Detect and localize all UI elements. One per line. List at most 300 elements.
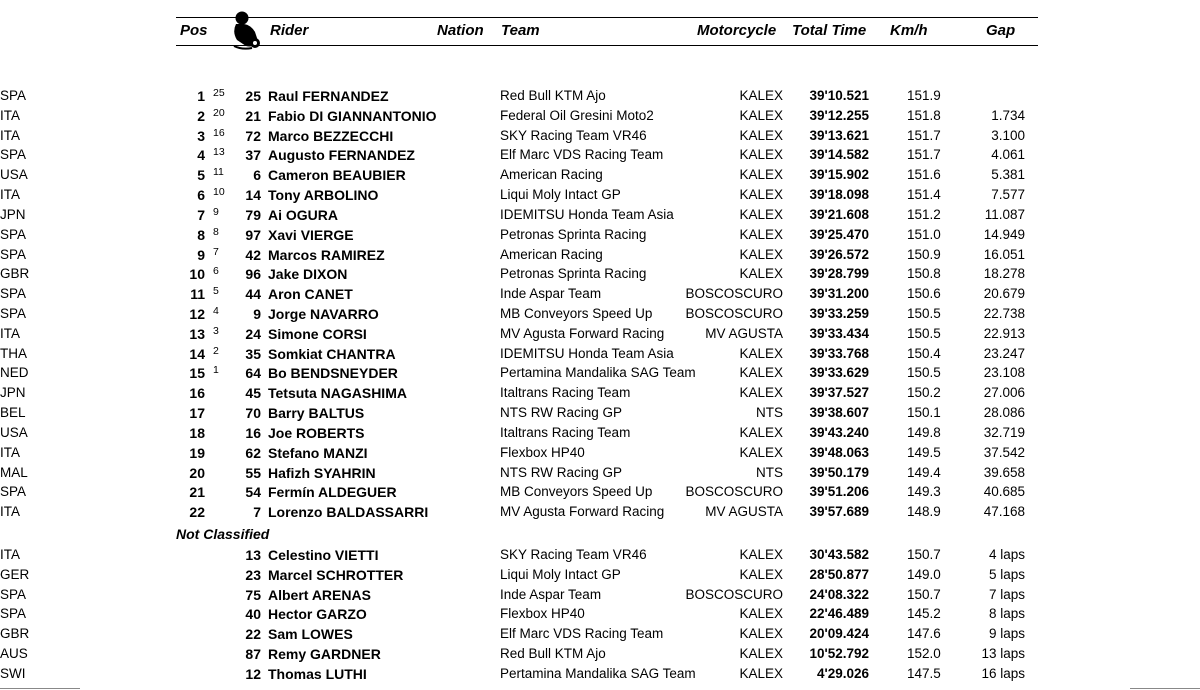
total-time: 39'14.582 [809,147,869,163]
result-row [0,443,1200,463]
rider-number: 12 [245,665,261,682]
total-time: 39'13.621 [809,127,869,143]
motorcycle-make: KALEX [739,547,783,562]
motorcycle-make: MV AGUSTA [705,325,783,341]
total-time: 39'33.629 [809,365,869,381]
result-row [0,423,1200,443]
result-row [0,624,1200,644]
result-position: 11 [190,286,205,303]
total-time: 39'15.902 [809,167,869,183]
average-speed: 150.2 [907,385,941,401]
total-time: 39'26.572 [809,246,869,262]
total-time: 39'38.607 [809,405,869,421]
result-position: 18 [189,424,205,441]
result-position: 20 [189,464,205,481]
rider-number: 14 [245,187,261,204]
rider-name: Augusto FERNANDEZ [268,147,415,164]
team-name: Pertamina Mandalika SAG Team [500,665,696,681]
result-row [0,482,1200,502]
rider-number: 35 [245,345,261,362]
average-speed: 151.7 [907,147,941,163]
rider-number: 7 [253,504,261,521]
rider-nation: SPA [0,484,27,500]
rider-nation: JPN [0,206,26,222]
team-name: MV Agusta Forward Racing [500,504,665,520]
team-name: Elf Marc VDS Racing Team [500,147,664,163]
result-row [0,165,1200,185]
total-time: 39'51.206 [809,484,869,500]
result-row [0,86,1200,106]
total-time: 39'33.768 [809,345,869,361]
rider-name: Joe ROBERTS [268,424,365,441]
rider-nation: ITA [0,504,20,520]
team-name: NTS RW Racing GP [500,464,623,480]
rider-number: 24 [245,325,261,342]
motorcycle-make: BOSCOSCURO [685,286,783,302]
time-gap: 8 laps [988,606,1025,622]
average-speed: 150.9 [907,246,941,262]
team-name: Petronas Sprinta Racing [500,226,647,242]
result-position: 16 [189,385,205,402]
rider-name: Ai OGURA [268,206,338,223]
result-row [0,284,1200,304]
result-position: 7 [197,206,205,223]
motorcycle-make: KALEX [739,606,783,622]
average-speed: 149.3 [907,484,941,500]
rider-number: 13 [245,547,261,563]
team-name: MB Conveyors Speed Up [500,484,653,500]
average-speed: 152.0 [907,646,941,662]
total-time: 39'18.098 [809,187,869,203]
average-speed: 147.6 [907,626,941,642]
rider-nation: SPA [0,147,27,163]
rider-number: 87 [245,646,261,663]
rider-nation: GBR [0,626,30,642]
motorcycle-make: NTS [756,405,783,421]
rider-nation: ITA [0,107,20,123]
header-motorcycle: Motorcycle [697,22,777,39]
rider-name: Fabio DI GIANNANTONIO [268,107,437,124]
team-name: Italtrans Racing Team [500,424,631,440]
result-row [0,363,1200,383]
team-name: Flexbox HP40 [500,606,585,622]
team-name: IDEMITSU Honda Team Asia [500,206,674,222]
rider-nation: ITA [0,325,20,341]
time-gap: 4.061 [991,147,1025,163]
total-time: 30'43.582 [809,547,869,562]
rider-name: Hector GARZO [268,606,367,623]
rider-name: Lorenzo BALDASSARRI [268,504,429,521]
result-row [0,106,1200,126]
time-gap: 22.913 [983,325,1025,341]
result-position: 10 [189,266,205,283]
rider-nation: NED [0,365,29,381]
rider-name: Simone CORSI [268,325,367,342]
average-speed: 149.5 [907,444,941,460]
header-top-rule [176,17,1038,18]
rider-number: 44 [245,286,261,303]
rider-number: 16 [245,424,261,441]
motorcycle-make: KALEX [739,147,783,163]
rider-nation: SPA [0,88,27,103]
header-nation: Nation [437,22,484,39]
average-speed: 150.5 [907,306,941,322]
team-name: Red Bull KTM Ajo [500,646,606,662]
average-speed: 150.5 [907,325,941,341]
time-gap: 7 laps [988,586,1025,602]
rider-nation: GBR [0,266,30,282]
average-speed: 145.2 [907,606,941,622]
total-time: 39'10.521 [809,88,869,103]
rider-number: 62 [245,444,261,461]
result-row [0,403,1200,423]
rider-name: Tetsuta NAGASHIMA [268,385,407,402]
team-name: Federal Oil Gresini Moto2 [500,107,654,123]
result-points: 7 [213,245,219,258]
rider-number: 25 [245,88,261,104]
total-time: 39'25.470 [809,226,869,242]
result-row [0,383,1200,403]
result-points: 3 [213,324,219,337]
average-speed: 150.1 [907,405,941,421]
team-name: Liqui Moly Intact GP [500,187,621,203]
rider-nation: BEL [0,405,26,421]
result-position: 4 [197,147,205,164]
header-team: Team [501,22,540,39]
total-time: 39'33.434 [809,325,869,341]
team-name: Pertamina Mandalika SAG Team [500,365,696,381]
rider-nation: SPA [0,286,27,302]
team-name: MV Agusta Forward Racing [500,325,665,341]
average-speed: 149.8 [907,424,941,440]
team-name: MB Conveyors Speed Up [500,306,653,322]
rider-name: Somkiat CHANTRA [268,345,396,362]
motorcycle-make: KALEX [739,345,783,361]
rider-number: 6 [253,167,261,184]
rider-name: Raul FERNANDEZ [268,88,389,104]
result-row [0,604,1200,624]
rider-name: Xavi VIERGE [268,226,354,243]
header-pos: Pos [180,22,208,39]
rider-name: Fermín ALDEGUER [268,484,397,501]
average-speed: 150.7 [907,586,941,602]
average-speed: 147.5 [907,665,941,681]
average-speed: 151.9 [907,88,941,103]
total-time: 39'57.689 [809,504,869,520]
result-row [0,264,1200,284]
result-row [0,644,1200,664]
rider-name: Albert ARENAS [268,586,371,603]
result-position: 19 [189,444,205,461]
team-name: Elf Marc VDS Racing Team [500,626,664,642]
motorcycle-make: MV AGUSTA [705,504,783,520]
result-position: 12 [189,306,205,323]
result-row [0,145,1200,165]
result-points: 4 [213,305,219,318]
motorcycle-make: KALEX [739,385,783,401]
time-gap: 14.949 [983,226,1025,242]
time-gap: 37.542 [983,444,1025,460]
time-gap: 39.658 [983,464,1025,480]
rider-number: 72 [245,127,261,144]
result-row [0,664,1200,684]
rider-nation: SPA [0,606,27,622]
rider-nation: USA [0,424,28,440]
rider-nation: SPA [0,246,27,262]
result-position: 1 [197,88,205,104]
rider-name: Remy GARDNER [268,646,381,663]
rider-nation: SPA [0,226,27,242]
total-time: 39'12.255 [809,107,869,123]
rider-number: 55 [245,464,261,481]
rider-number: 23 [245,566,261,583]
time-gap: 47.168 [983,504,1025,520]
total-time: 39'31.200 [809,286,869,302]
motorcycle-make: KALEX [739,424,783,440]
rider-nation: USA [0,167,28,183]
total-time: 10'52.792 [809,646,869,662]
rider-nation: SPA [0,586,27,602]
header-total-time: Total Time [792,22,867,39]
header-gap: Gap [986,22,1016,39]
rider-name: Cameron BEAUBIER [268,167,406,184]
rider-name: Thomas LUTHI [268,665,367,682]
rider-name: Tony ARBOLINO [268,187,379,204]
result-row [0,205,1200,225]
result-position: 15 [189,365,205,382]
motorcycle-make: KALEX [739,444,783,460]
average-speed: 149.0 [907,566,941,582]
rider-name: Hafizh SYAHRIN [268,464,376,481]
header-bottom-rule [176,45,1038,46]
average-speed: 150.7 [907,547,941,562]
time-gap: 4 laps [988,547,1025,562]
team-name: Italtrans Racing Team [500,385,631,401]
total-time: 39'33.259 [809,306,869,322]
time-gap: 3.100 [991,127,1025,143]
rider-nation: JPN [0,385,26,401]
motorcycle-make: KALEX [739,167,783,183]
total-time: 39'37.527 [809,385,869,401]
rider-number: 64 [245,365,261,382]
total-time: 20'09.424 [809,626,869,642]
result-row [0,545,1200,565]
average-speed: 151.7 [907,127,941,143]
result-points: 11 [213,166,224,179]
rider-nation: THA [0,345,27,361]
result-points: 9 [213,205,219,218]
result-position: 22 [189,504,205,521]
result-row [0,585,1200,605]
motorcycle-make: KALEX [739,365,783,381]
rider-name: Sam LOWES [268,626,353,643]
time-gap: 23.247 [983,345,1025,361]
team-name: Inde Aspar Team [500,286,602,302]
result-row [0,565,1200,585]
rider-nation: SWI [0,665,26,681]
average-speed: 150.4 [907,345,941,361]
total-time: 39'48.063 [809,444,869,460]
rider-name: Stefano MANZI [268,444,368,461]
team-name: American Racing [500,167,603,183]
rider-name: Aron CANET [268,286,353,303]
footer-rule-left [0,688,80,689]
rider-number: 45 [245,385,261,402]
motorcycle-make: KALEX [739,665,783,681]
average-speed: 151.2 [907,206,941,222]
motorcycle-make: NTS [756,464,783,480]
header-rider: Rider [270,22,309,39]
time-gap: 7.577 [991,187,1025,203]
rider-number: 54 [245,484,261,501]
rider-number: 42 [245,246,261,263]
motorcycle-make: KALEX [739,127,783,143]
total-time: 39'50.179 [809,464,869,480]
average-speed: 150.5 [907,365,941,381]
result-row [0,344,1200,364]
time-gap: 5.381 [991,167,1025,183]
time-gap: 5 laps [988,566,1025,582]
average-speed: 151.4 [907,187,941,203]
result-position: 13 [189,325,205,342]
motorcycle-make: BOSCOSCURO [685,586,783,602]
time-gap: 18.278 [983,266,1025,282]
motorcycle-make: KALEX [739,226,783,242]
result-row [0,225,1200,245]
rider-name: Marcos RAMIREZ [268,246,385,263]
average-speed: 151.8 [907,107,941,123]
result-position: 3 [197,127,205,144]
average-speed: 150.6 [907,286,941,302]
result-position: 5 [197,167,205,184]
rider-number: 97 [245,226,261,243]
time-gap: 20.679 [983,286,1025,302]
header-kmh: Km/h [890,22,928,39]
rider-number: 70 [245,405,261,422]
time-gap: 40.685 [983,484,1025,500]
total-time: 22'46.489 [809,606,869,622]
rider-nation: ITA [0,444,20,460]
total-time: 39'28.799 [809,266,869,282]
result-points: 25 [213,87,225,99]
rider-number: 79 [245,206,261,223]
result-points: 2 [213,344,219,357]
not-classified-heading: Not Classified [176,526,270,542]
result-points: 20 [213,106,225,119]
result-row [0,463,1200,483]
result-position: 14 [189,345,205,362]
result-row [0,245,1200,265]
result-points: 10 [213,186,225,199]
result-row [0,324,1200,344]
rider-nation: ITA [0,127,20,143]
team-name: SKY Racing Team VR46 [500,547,647,562]
average-speed: 148.9 [907,504,941,520]
result-row [0,304,1200,324]
result-position: 21 [189,484,205,501]
rider-number: 75 [245,586,261,603]
time-gap: 9 laps [988,626,1025,642]
rider-name: Barry BALTUS [268,405,365,422]
result-row [0,502,1200,522]
time-gap: 27.006 [983,385,1025,401]
motorcycle-rider-icon [228,8,266,50]
rider-number: 40 [245,606,261,623]
average-speed: 149.4 [907,464,941,480]
rider-name: Jake DIXON [268,266,348,283]
rider-nation: SPA [0,306,27,322]
result-points: 8 [213,225,219,238]
total-time: 28'50.877 [809,566,869,582]
rider-name: Bo BENDSNEYDER [268,365,398,382]
rider-name: Celestino VIETTI [268,547,379,563]
rider-nation: GER [0,566,30,582]
result-points: 5 [213,285,219,298]
rider-number: 9 [253,306,261,323]
result-row [0,185,1200,205]
motorcycle-make: KALEX [739,246,783,262]
rider-number: 37 [245,147,261,164]
average-speed: 151.6 [907,167,941,183]
rider-number: 96 [245,266,261,283]
total-time: 39'43.240 [809,424,869,440]
time-gap: 22.738 [983,306,1025,322]
team-name: Red Bull KTM Ajo [500,88,606,103]
rider-name: Marco BEZZECCHI [268,127,394,144]
motorcycle-make: KALEX [739,566,783,582]
time-gap: 16 laps [981,665,1025,681]
rider-nation: AUS [0,646,28,662]
result-position: 2 [197,107,205,124]
time-gap: 32.719 [983,424,1025,440]
motorcycle-make: KALEX [739,107,783,123]
rider-nation: ITA [0,547,20,562]
time-gap: 11.087 [984,206,1025,222]
time-gap: 13 laps [981,646,1025,662]
result-points: 13 [213,146,225,159]
result-points: 1 [213,364,219,377]
team-name: SKY Racing Team VR46 [500,127,647,143]
team-name: Flexbox HP40 [500,444,585,460]
motorcycle-make: KALEX [739,206,783,222]
time-gap: 28.086 [983,405,1025,421]
total-time: 24'08.322 [809,586,869,602]
average-speed: 150.8 [907,266,941,282]
result-position: 8 [197,226,205,243]
motorcycle-make: BOSCOSCURO [685,484,783,500]
time-gap: 16.051 [983,246,1025,262]
result-row [0,126,1200,146]
motorcycle-make: KALEX [739,626,783,642]
rider-number: 21 [245,107,261,124]
rider-number: 22 [245,626,261,643]
motorcycle-make: KALEX [739,187,783,203]
total-time: 39'21.608 [809,206,869,222]
time-gap: 23.108 [983,365,1025,381]
motorcycle-make: KALEX [739,88,783,103]
team-name: Liqui Moly Intact GP [500,566,621,582]
result-position: 6 [197,187,205,204]
footer-rule-right [1130,688,1200,689]
time-gap: 1.734 [991,107,1025,123]
result-points: 6 [213,265,219,278]
result-position: 17 [189,405,205,422]
team-name: Inde Aspar Team [500,586,602,602]
rider-name: Jorge NAVARRO [268,306,379,323]
result-points: 16 [213,126,225,139]
motorcycle-make: KALEX [739,266,783,282]
rider-nation: ITA [0,187,20,203]
